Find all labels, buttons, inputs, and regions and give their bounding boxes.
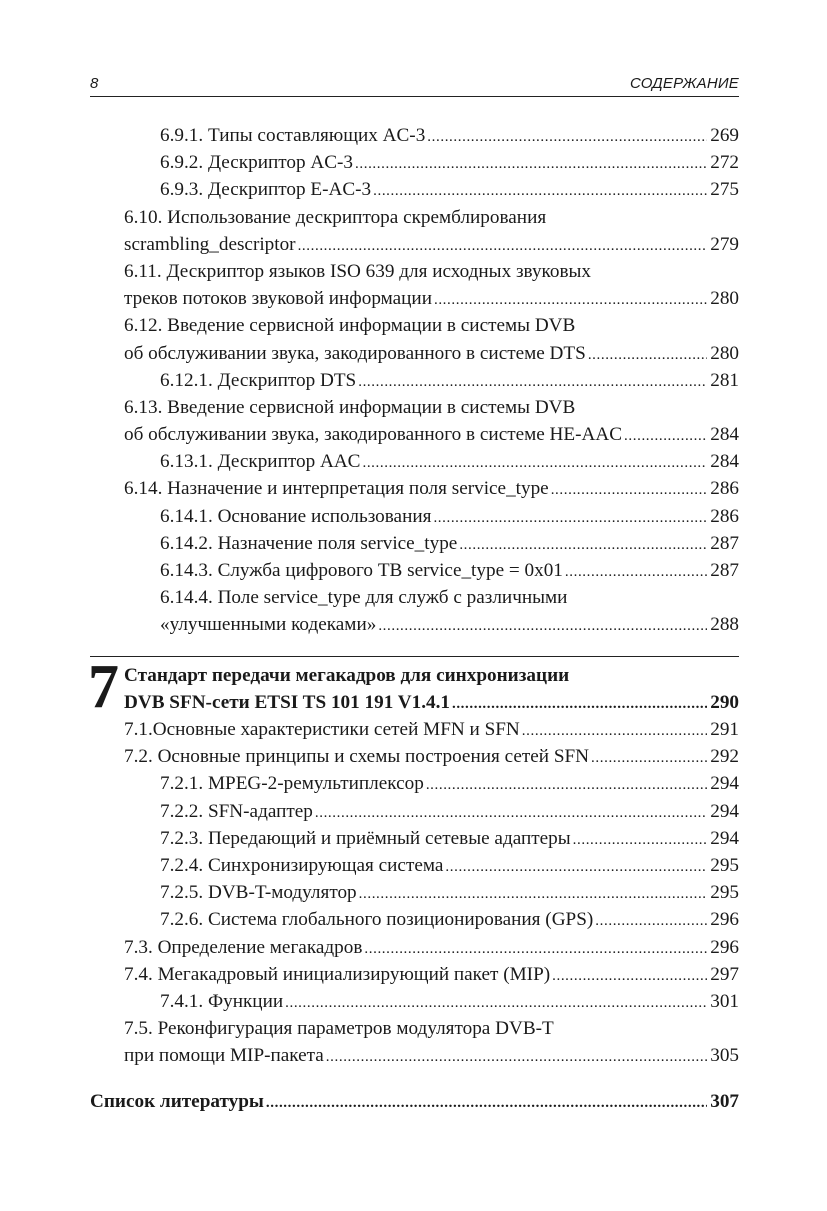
toc-entry-title: 6.9.1. Типы составляющих AC-3 xyxy=(160,125,426,146)
toc-entry[interactable] xyxy=(124,770,739,797)
leader-dots xyxy=(315,798,707,827)
toc-entry-page: 291 xyxy=(710,719,739,740)
chapter-title-text: DVB SFN-сети ETSI TS 101 191 V1.4.1 xyxy=(124,692,450,714)
leader-dots xyxy=(522,716,707,745)
toc-entry[interactable] xyxy=(124,906,739,933)
bibliography-title: Список литературы xyxy=(90,1091,264,1112)
chapter-heading[interactable] xyxy=(124,662,739,716)
toc-entry[interactable] xyxy=(124,258,739,312)
toc-section-6 xyxy=(124,122,739,639)
toc-entry-page: 286 xyxy=(710,478,739,500)
toc-entry[interactable] xyxy=(124,503,739,530)
leader-dots xyxy=(433,503,707,532)
toc-entry[interactable] xyxy=(124,825,739,852)
toc-entry[interactable] xyxy=(124,149,739,176)
toc-entry-page: 295 xyxy=(710,854,739,876)
leader-dots xyxy=(266,1088,707,1117)
chapter-page: 290 xyxy=(710,692,739,714)
toc-entry[interactable] xyxy=(124,367,739,394)
toc-entry[interactable] xyxy=(124,584,739,638)
toc-entry-title: 6.14. Назначение и интерпретация поля service_type xyxy=(124,478,549,500)
toc-entry-title-line1: 6.10. Использование дескриптора скремблирования xyxy=(124,206,547,228)
toc-entry-title: 7.1.Основные характеристики сетей MFN и SFN xyxy=(124,719,520,740)
toc-entry-title: об обслуживании звука, закодированного в системе DTS xyxy=(124,342,586,364)
toc-entry[interactable] xyxy=(124,852,739,879)
toc-entry-page: 284 xyxy=(710,424,739,446)
toc-entry[interactable] xyxy=(124,743,739,770)
toc-entry-title-line1: 6.11. Дескриптор языков ISO 639 для исходных звуковых xyxy=(124,260,592,282)
toc-entry-page: 294 xyxy=(710,773,739,795)
page-header xyxy=(90,74,739,97)
toc-entry-page: 275 xyxy=(710,179,739,201)
page-number: 8 xyxy=(90,75,99,92)
leader-dots xyxy=(285,988,707,1017)
toc-entry-title: 6.14.1. Основание использования xyxy=(160,505,432,527)
toc-entry-page: 287 xyxy=(710,560,739,581)
toc-entry-title: 6.14.2. Назначение поля service_type xyxy=(160,532,458,554)
leader-dots xyxy=(452,689,707,718)
toc-entry-page: 292 xyxy=(710,746,739,768)
leader-dots xyxy=(565,557,707,586)
bibliography-page: 307 xyxy=(710,1091,739,1112)
leader-dots xyxy=(573,825,708,854)
chapter-title-line2 xyxy=(124,689,739,716)
toc-entry-title: 7.3. Определение мегакадров xyxy=(124,936,363,958)
bibliography-entry[interactable] xyxy=(90,1088,739,1115)
toc-entry-page: 294 xyxy=(710,827,739,849)
toc-entry-title: 7.2.5. DVB-T-модулятор xyxy=(160,882,357,904)
toc-entry-title: 7.4. Мегакадровый инициализирующий пакет (MIP) xyxy=(124,963,551,985)
toc-entry[interactable] xyxy=(124,961,739,988)
running-title: СОДЕРЖАНИЕ xyxy=(629,75,739,92)
toc-entry-page: 269 xyxy=(710,125,739,146)
toc-entry-title-line1: 6.13. Введение сервисной информации в системы DVB xyxy=(124,396,576,418)
leader-dots xyxy=(359,879,708,908)
toc-entry[interactable] xyxy=(124,798,739,825)
toc-entry-title: 6.9.3. Дескриптор E-AC-3 xyxy=(160,179,372,201)
toc-entry-page: 280 xyxy=(710,288,739,310)
leader-dots xyxy=(373,176,707,205)
toc-entry-page: 296 xyxy=(710,909,739,931)
toc-entry[interactable] xyxy=(124,475,739,502)
toc-entry-title: 7.2.1. MPEG-2-ремультиплексор xyxy=(160,773,424,795)
toc-entry[interactable] xyxy=(124,1015,739,1069)
toc-entry-page: 287 xyxy=(710,532,739,554)
toc-entry-title: 7.2.4. Синхронизирующая система xyxy=(160,854,444,876)
leader-dots xyxy=(434,285,707,314)
toc-entry[interactable] xyxy=(124,557,739,584)
toc-entry[interactable] xyxy=(124,716,739,743)
toc-entry-page: 284 xyxy=(710,451,739,473)
toc-entry-title: «улучшенными кодеками» xyxy=(160,614,377,636)
toc-entry[interactable] xyxy=(124,312,739,366)
toc-entry-page: 295 xyxy=(710,882,739,904)
toc-entry-title: 7.2. Основные принципы и схемы построения сетей SFN xyxy=(124,746,590,768)
chapter-title-line1: Стандарт передачи мегакадров для синхронизации xyxy=(124,665,570,686)
toc-entry-title: 7.2.6. Система глобального позиционирования (GPS) xyxy=(160,909,594,931)
leader-dots xyxy=(358,367,707,396)
leader-dots xyxy=(426,770,707,799)
toc-entry-title-line1: 7.5. Реконфигурация параметров модулятора DVB-T xyxy=(124,1018,554,1040)
leader-dots xyxy=(595,906,707,935)
leader-dots xyxy=(355,149,707,178)
toc-entry[interactable] xyxy=(124,394,739,448)
leader-dots xyxy=(378,611,707,640)
leader-dots xyxy=(459,530,707,559)
leader-dots xyxy=(298,231,708,260)
leader-dots xyxy=(427,122,707,151)
toc-entry-title: scrambling_descriptor xyxy=(124,233,296,255)
leader-dots xyxy=(624,421,707,450)
toc-entry-title: об обслуживании звука, закодированного в системе HE-AAC xyxy=(124,424,623,446)
leader-dots xyxy=(445,852,707,881)
toc-entry-page: 272 xyxy=(710,152,739,174)
toc-entry[interactable] xyxy=(124,448,739,475)
toc-entry-title: 6.13.1. Дескриптор AAC xyxy=(160,451,361,473)
toc-entry-page: 288 xyxy=(710,614,739,636)
toc-entry-title: 6.9.2. Дескриптор AC-3 xyxy=(160,152,354,174)
toc-entry-page: 296 xyxy=(710,936,739,958)
toc-entry-title-line1: 6.12. Введение сервисной информации в системы DVB xyxy=(124,315,576,337)
leader-dots xyxy=(362,448,707,477)
chapter-number: 7 xyxy=(88,653,119,721)
toc-entry-title-line1: 6.14.4. Поле service_type для служб с различными xyxy=(160,587,568,609)
toc-entry[interactable] xyxy=(124,176,739,203)
toc-entry-page: 286 xyxy=(710,505,739,527)
toc-entry-title: 7.2.3. Передающий и приёмный сетевые адаптеры xyxy=(160,827,571,849)
toc-entry-title: при помощи MIP-пакета xyxy=(124,1045,324,1067)
chapter-divider xyxy=(90,656,739,657)
toc-entry-page: 305 xyxy=(710,1045,739,1067)
toc-section-7 xyxy=(124,716,739,1069)
toc-entry-title: 7.2.2. SFN-адаптер xyxy=(160,800,313,822)
toc-entry[interactable] xyxy=(124,879,739,906)
toc-entry-page: 280 xyxy=(710,342,739,364)
toc-entry-title: 6.14.3. Служба цифрового ТВ service_type = 0x01 xyxy=(160,560,563,581)
toc-entry-page: 279 xyxy=(710,233,739,255)
toc-entry-title: 7.4.1. Функции xyxy=(160,990,284,1012)
toc-entry-title: треков потоков звуковой информации xyxy=(124,288,432,310)
toc-entry[interactable] xyxy=(124,988,739,1015)
toc-entry-title: 6.12.1. Дескриптор DTS xyxy=(160,369,357,391)
toc-entry-page: 297 xyxy=(710,963,739,985)
toc-entry[interactable] xyxy=(124,204,739,258)
toc-entry-page: 281 xyxy=(710,369,739,391)
toc-entry[interactable] xyxy=(124,934,739,961)
leader-dots xyxy=(591,743,707,772)
toc-entry-page: 301 xyxy=(710,990,739,1012)
toc-entry[interactable] xyxy=(124,530,739,557)
toc-entry[interactable] xyxy=(124,122,739,149)
leader-dots xyxy=(551,475,708,504)
toc-entry-page: 294 xyxy=(710,800,739,822)
leader-dots xyxy=(326,1042,707,1071)
leader-dots xyxy=(364,934,707,963)
leader-dots xyxy=(552,961,707,990)
leader-dots xyxy=(588,340,707,369)
